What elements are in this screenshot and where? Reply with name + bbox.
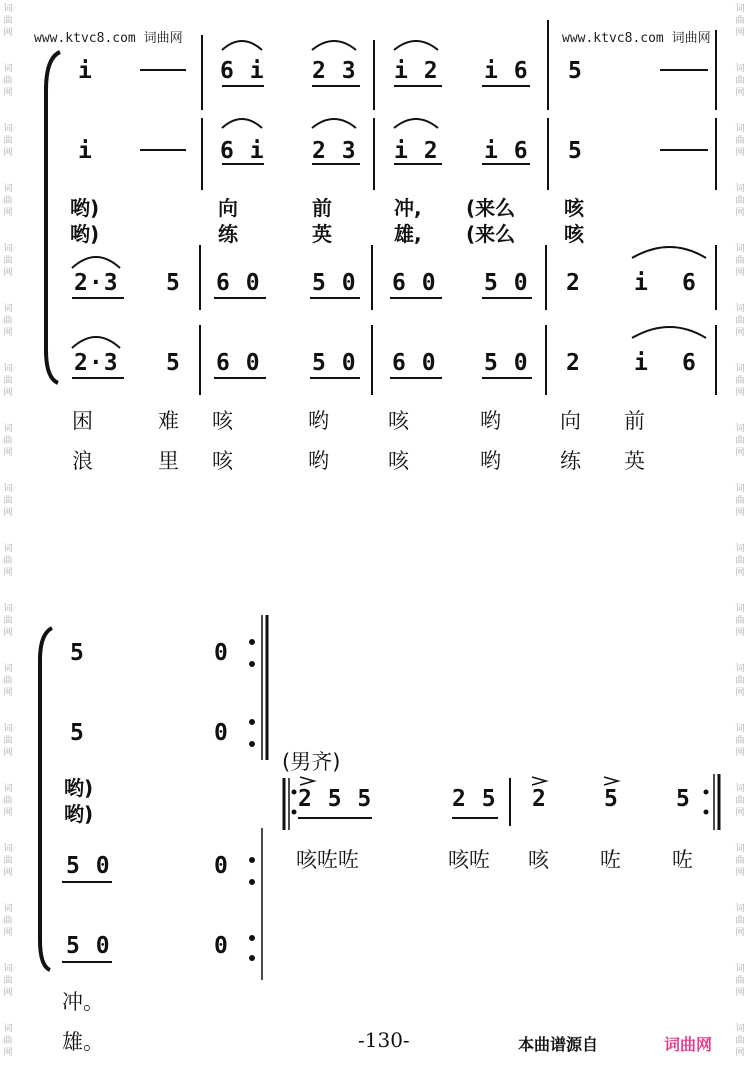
edge-watermark-glyph: 词	[3, 184, 13, 194]
edge-watermark-glyph: 网	[3, 568, 13, 578]
edge-watermark-glyph: 词	[3, 784, 13, 794]
lyric: 咳	[212, 409, 233, 433]
edge-watermark-glyph: 词	[735, 1024, 745, 1034]
lyric: 冲,	[394, 196, 422, 220]
edge-watermark-glyph: 曲	[735, 856, 745, 866]
lyric: 哟)	[64, 776, 94, 800]
edge-watermark-glyph: 曲	[735, 616, 745, 626]
lyric: 咗	[672, 848, 693, 872]
edge-watermark-glyph: 网	[3, 208, 13, 218]
note: i	[634, 270, 649, 296]
lyric: (来么	[466, 196, 516, 220]
system2-brace	[40, 628, 52, 970]
note: 5	[166, 270, 181, 296]
note: 0	[214, 640, 229, 666]
note: 5	[568, 138, 583, 164]
note: 2 5	[452, 786, 497, 812]
note: 6 i	[220, 138, 265, 164]
note: 6	[682, 350, 697, 376]
edge-watermark-glyph: 网	[3, 868, 13, 878]
lyric: 向	[218, 196, 238, 220]
lyric: 咳	[528, 848, 549, 872]
note: 5 0	[484, 270, 529, 296]
edge-watermark-glyph: 网	[735, 808, 745, 818]
edge-watermark-glyph: 曲	[735, 256, 745, 266]
edge-watermark-glyph: 词	[3, 964, 13, 974]
source-note: 本曲谱源自	[518, 1035, 599, 1054]
lyric: 咳咗	[448, 848, 490, 872]
note: 5 0	[66, 933, 111, 959]
edge-watermark-glyph: 曲	[735, 976, 745, 986]
lyric: 咳	[564, 222, 584, 246]
lyric: 前	[624, 409, 645, 433]
edge-watermark-glyph: 曲	[3, 136, 13, 146]
slur	[72, 257, 120, 268]
edge-watermark-glyph: 曲	[3, 676, 13, 686]
edge-watermark-glyph: 曲	[3, 16, 13, 26]
lyric: 哟)	[64, 802, 94, 826]
edge-watermark-glyph: 网	[735, 868, 745, 878]
lyric: 里	[158, 449, 179, 473]
note: 2	[532, 786, 547, 812]
note: 6 0	[392, 350, 437, 376]
edge-watermark-glyph: 曲	[735, 556, 745, 566]
brand-label: 词曲网	[664, 1035, 713, 1054]
edge-watermark-glyph: 词	[735, 184, 745, 194]
edge-watermark-glyph: 词	[735, 544, 745, 554]
edge-watermark-glyph: 网	[735, 208, 745, 218]
edge-watermark-glyph: 词	[735, 304, 745, 314]
edge-watermark-glyph: 词	[735, 604, 745, 614]
edge-watermark-glyph: 曲	[735, 436, 745, 446]
edge-watermark-glyph: 网	[735, 928, 745, 938]
note: 2·3	[74, 350, 119, 376]
edge-watermark-glyph: 曲	[3, 556, 13, 566]
edge-watermark-glyph: 网	[3, 448, 13, 458]
edge-watermark-glyph: 曲	[3, 196, 13, 206]
lyric: 哟)	[70, 222, 100, 246]
edge-watermark-glyph: 词	[735, 664, 745, 674]
edge-watermark-glyph: 曲	[3, 376, 13, 386]
edge-watermark-glyph: 曲	[3, 976, 13, 986]
note: 2 5 5	[298, 786, 373, 812]
edge-watermark-glyph: 曲	[735, 796, 745, 806]
note: 5	[166, 350, 181, 376]
lyric: 咗	[600, 848, 621, 872]
edge-watermark-glyph: 词	[735, 244, 745, 254]
lyric: 哟	[308, 409, 329, 433]
edge-watermark-glyph: 词	[3, 64, 13, 74]
lyric: 困	[72, 409, 93, 433]
lyric: 咳	[564, 196, 584, 220]
lyric: 哟	[480, 449, 501, 473]
edge-watermark-glyph: 词	[735, 124, 745, 134]
edge-watermark-glyph: 网	[3, 988, 13, 998]
edge-watermark-glyph: 曲	[735, 76, 745, 86]
note: 5 0	[312, 350, 357, 376]
edge-watermark-glyph: 曲	[735, 496, 745, 506]
slur	[222, 41, 262, 50]
note: 0	[214, 853, 229, 879]
edge-watermark-glyph: 曲	[3, 796, 13, 806]
lyric: 哟	[480, 409, 501, 433]
edge-watermark-glyph: 网	[3, 328, 13, 338]
lyric: 浪	[72, 449, 93, 473]
edge-watermark-glyph: 词	[735, 964, 745, 974]
edge-watermark-glyph: 网	[3, 148, 13, 158]
note: 0	[214, 933, 229, 959]
lyric: 哟)	[70, 196, 100, 220]
edge-watermark-glyph: 词	[3, 724, 13, 734]
lyric: (来么	[466, 222, 516, 246]
note: i	[634, 350, 649, 376]
edge-watermark-glyph: 词	[735, 724, 745, 734]
edge-watermark-glyph: 词	[3, 304, 13, 314]
edge-watermark-glyph: 词	[3, 244, 13, 254]
note: 5 0	[66, 853, 111, 879]
edge-watermark-glyph: 曲	[735, 676, 745, 686]
edge-watermark-glyph: 曲	[3, 316, 13, 326]
lyric: 雄。	[62, 1030, 104, 1054]
edge-watermark-glyph: 网	[735, 1048, 745, 1058]
note: 6 0	[392, 270, 437, 296]
edge-watermark-glyph: 词	[3, 664, 13, 674]
edge-watermark-glyph: 网	[3, 88, 13, 98]
note: i 6	[484, 138, 529, 164]
edge-watermark-glyph: 网	[735, 148, 745, 158]
edge-watermark-glyph: 网	[735, 628, 745, 638]
note: i 2	[394, 138, 439, 164]
note: 2	[566, 270, 581, 296]
edge-watermark-glyph: 曲	[3, 436, 13, 446]
note: 2	[566, 350, 581, 376]
edge-watermark-glyph: 词	[3, 904, 13, 914]
lyric: 咳	[388, 409, 409, 433]
edge-watermark-glyph: 网	[735, 508, 745, 518]
slur	[394, 41, 438, 50]
note: i 2	[394, 58, 439, 84]
male-unison-label: (男齐)	[282, 750, 341, 774]
note: 5 0	[312, 270, 357, 296]
edge-watermark-glyph: 网	[3, 508, 13, 518]
note: 2·3	[74, 270, 119, 296]
edge-watermark-glyph: 网	[3, 928, 13, 938]
note: 5 0	[484, 350, 529, 376]
edge-watermark-glyph: 网	[735, 88, 745, 98]
edge-watermark-glyph: 网	[735, 568, 745, 578]
edge-watermark-glyph: 词	[3, 1024, 13, 1034]
lyric: 咳咗咗	[296, 848, 359, 872]
lyric: 练	[560, 449, 581, 473]
note: 5	[676, 786, 691, 812]
edge-watermark-glyph: 网	[3, 388, 13, 398]
lyric: 练	[218, 222, 238, 246]
edge-watermark-glyph: 网	[3, 688, 13, 698]
edge-watermark-glyph: 网	[3, 748, 13, 758]
note: 6 0	[216, 270, 261, 296]
edge-watermark-glyph: 网	[735, 748, 745, 758]
edge-watermark-glyph: 网	[735, 688, 745, 698]
edge-watermark-glyph: 词	[3, 604, 13, 614]
edge-watermark-glyph: 网	[735, 988, 745, 998]
lyric: 英	[312, 222, 332, 246]
edge-watermark-glyph: 网	[3, 268, 13, 278]
edge-watermark-glyph: 词	[3, 364, 13, 374]
edge-watermark-glyph: 词	[735, 64, 745, 74]
edge-watermark-glyph: 曲	[3, 256, 13, 266]
lyric: 前	[312, 196, 332, 220]
edge-watermark-glyph: 曲	[735, 316, 745, 326]
slur	[632, 247, 706, 258]
edge-watermark-glyph: 曲	[3, 736, 13, 746]
note: i 6	[484, 58, 529, 84]
watermark-left: www.ktvc8.com 词曲网	[34, 31, 183, 46]
lyric: 难	[158, 409, 179, 433]
lyric: 咳	[388, 449, 409, 473]
edge-watermark-glyph: 网	[3, 1048, 13, 1058]
note: 5	[70, 720, 85, 746]
slur	[72, 337, 120, 348]
edge-watermark-glyph: 网	[735, 268, 745, 278]
edge-watermark-glyph: 曲	[3, 76, 13, 86]
edge-watermark-glyph: 词	[735, 484, 745, 494]
edge-watermark-glyph: 曲	[3, 916, 13, 926]
slur	[632, 327, 706, 338]
note: 5	[568, 58, 583, 84]
edge-watermark-glyph: 曲	[735, 16, 745, 26]
edge-watermark-glyph: 曲	[735, 736, 745, 746]
edge-watermark-glyph: 曲	[735, 196, 745, 206]
lyric: 雄,	[394, 222, 422, 246]
edge-watermark-glyph: 曲	[735, 916, 745, 926]
edge-watermark-glyph: 网	[735, 448, 745, 458]
lyric: 冲。	[62, 990, 104, 1014]
edge-watermark-glyph: 网	[3, 628, 13, 638]
lyric: 英	[624, 449, 645, 473]
note: 5	[70, 640, 85, 666]
note: 2 3	[312, 58, 357, 84]
lyric: 咳	[212, 449, 233, 473]
edge-watermark-glyph: 词	[735, 4, 745, 14]
note: 6	[682, 270, 697, 296]
slur	[312, 41, 356, 50]
watermark-right: www.ktvc8.com 词曲网	[562, 31, 711, 46]
edge-watermark-glyph: 曲	[735, 1036, 745, 1046]
edge-watermark-glyph: 曲	[735, 376, 745, 386]
edge-watermark-glyph: 曲	[3, 856, 13, 866]
edge-watermark-glyph: 曲	[735, 136, 745, 146]
edge-watermark-glyph: 词	[3, 424, 13, 434]
edge-watermark-glyph: 曲	[3, 496, 13, 506]
note: i	[78, 138, 93, 164]
edge-watermark-glyph: 词	[735, 844, 745, 854]
slur	[394, 119, 438, 128]
note: 2 3	[312, 138, 357, 164]
page-number: -130-	[358, 1028, 410, 1052]
note: 5	[604, 786, 619, 812]
edge-watermark-glyph: 词	[735, 784, 745, 794]
slur	[312, 119, 356, 128]
edge-watermark-glyph: 网	[3, 808, 13, 818]
lyric: 哟	[308, 449, 329, 473]
note: 0	[214, 720, 229, 746]
slur	[222, 119, 262, 128]
edge-watermark-glyph: 词	[3, 4, 13, 14]
edge-watermark-glyph: 词	[3, 844, 13, 854]
edge-watermark-glyph: 曲	[3, 1036, 13, 1046]
edge-watermark-glyph: 词	[3, 484, 13, 494]
edge-watermark-glyph: 词	[735, 364, 745, 374]
edge-watermark-glyph: 网	[735, 28, 745, 38]
edge-watermark-glyph: 词	[735, 904, 745, 914]
edge-watermark-glyph: 词	[735, 424, 745, 434]
edge-watermark-glyph: 词	[3, 544, 13, 554]
edge-watermark-glyph: 网	[3, 28, 13, 38]
note: i	[78, 58, 93, 84]
edge-watermark-glyph: 词	[3, 124, 13, 134]
note: 6 i	[220, 58, 265, 84]
edge-watermark-glyph: 网	[735, 328, 745, 338]
lyric: 向	[560, 409, 581, 433]
edge-watermark-glyph: 曲	[3, 616, 13, 626]
system1-brace	[46, 52, 60, 383]
note: 6 0	[216, 350, 261, 376]
edge-watermark-glyph: 网	[735, 388, 745, 398]
